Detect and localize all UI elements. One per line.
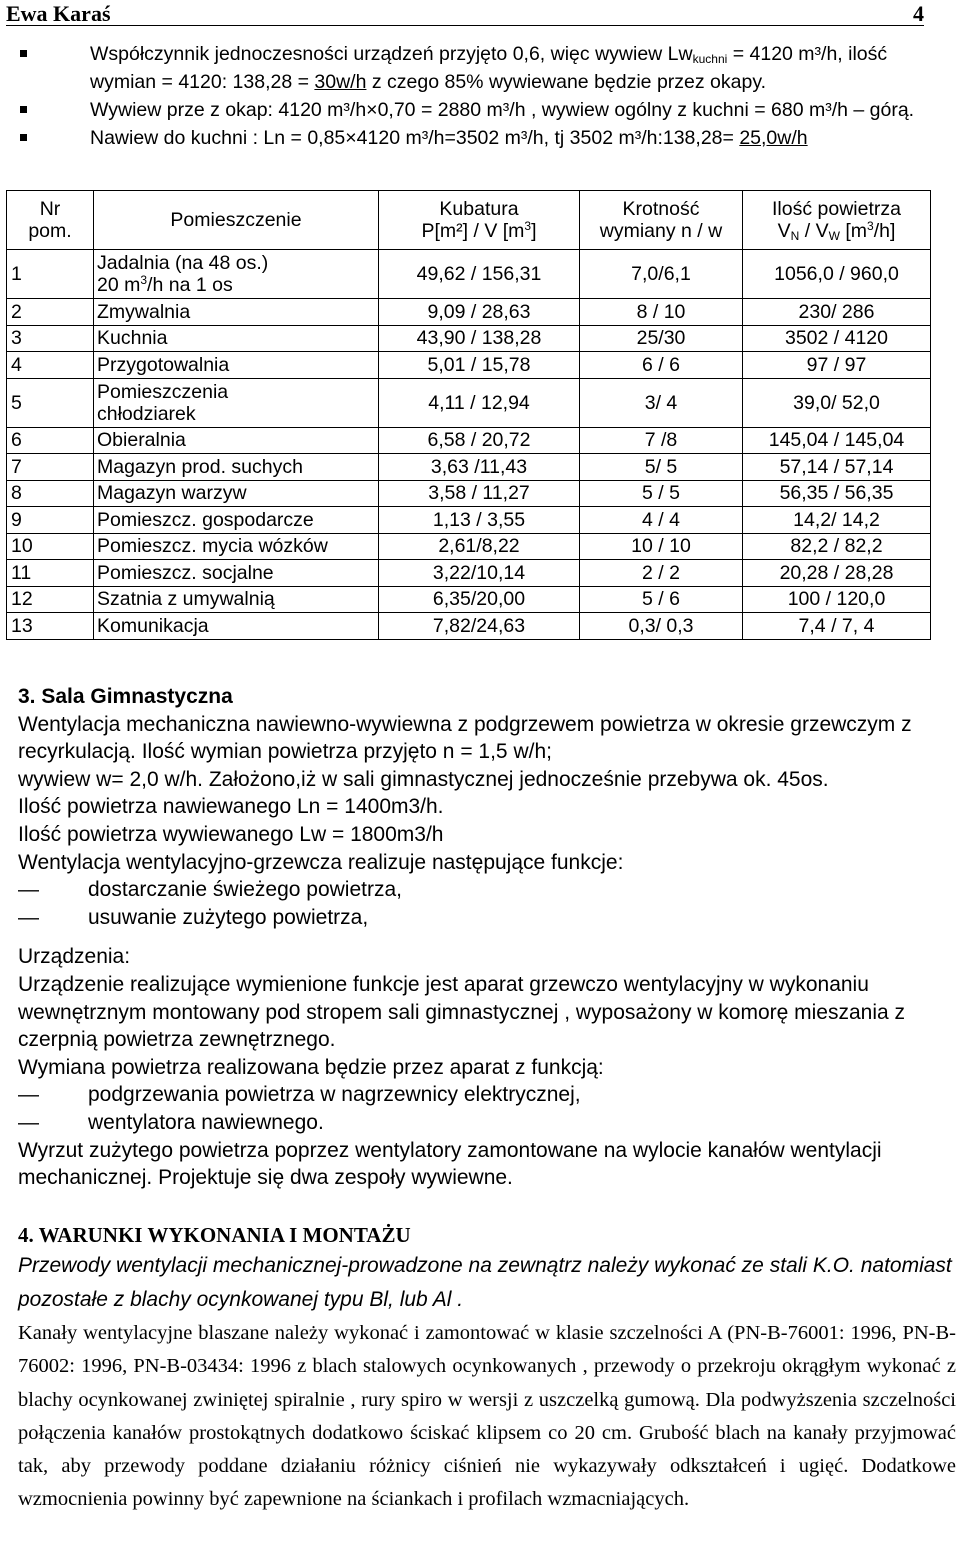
header-krotnosc: Krotność wymiany n / w	[580, 191, 743, 250]
table-row: 7 Magazyn prod. suchych 3,63 /11,43 5/ 5 57,14 / 57,14	[7, 454, 931, 481]
bullet-list	[18, 40, 948, 152]
table-row: 1 Jadalnia (na 48 os.) 20 $m^3/h$ na 1 os 49,62 / 156,31 7,0/6,1 1056,0 / 960,0	[7, 250, 931, 299]
header-ilosc: Ilość powietrza $V_N / V_W$ $[m^3/h]$	[743, 191, 931, 250]
paragraph: Wyrzut zużytego powietrza poprzez wentylatory zamontowane na wylocie kanałów wentylacji mechanicznej. Projektuje się dwa zespoły wywiewne.	[18, 1138, 882, 1190]
table-row: 3 Kuchnia 43,90 / 138,28 25/30 3502 / 4120	[7, 325, 931, 352]
table-row: 12 Szatnia z umywalnią 6,35/20,00 5 / 6 100 / 120,0	[7, 586, 931, 613]
table-row: 13 Komunikacja 7,82/24,63 0,3/ 0,3 7,4 / 7, 4	[7, 613, 931, 640]
rooms-table	[6, 190, 931, 640]
header-kubatura: Kubatura P[m²] / V $[m^3]$	[379, 191, 580, 250]
table-row: 10 Pomieszcz. mycia wózków 2,61/8,22 10 / 10 82,2 / 82,2	[7, 533, 931, 560]
bullet-item: Nawiew do kuchni : Ln = 0,85×4120 m³/h=3502 m³/h, tj 3502 m³/h:138,28= 25,0w/h	[18, 124, 948, 152]
table-row: 11 Pomieszcz. socjalne 3,22/10,14 2 / 2 20,28 / 28,28	[7, 560, 931, 587]
section-4	[18, 1221, 956, 1517]
paragraph: wywiew w= 2,0 w/h. Założono,iż w sali gimnastycznej jednocześnie przebywa ok. 45os.	[18, 767, 829, 791]
square-bullet-icon	[20, 50, 27, 57]
square-bullet-icon	[20, 106, 27, 113]
dash-item: — podgrzewania powietrza w nagrzewnicy elektrycznej,	[18, 1083, 581, 1107]
header-room: Pomieszczenie	[94, 191, 379, 250]
square-bullet-icon	[20, 134, 27, 141]
dash-item: — wentylatora nawiewnego.	[18, 1110, 324, 1134]
page-header	[6, 0, 924, 26]
table-header-row	[7, 191, 931, 250]
table-row: 4 Przygotowalnia 5,01 / 15,78 6 / 6 97 / 97	[7, 352, 931, 379]
dash-item: — usuwanie zużytego powietrza,	[18, 905, 369, 929]
paragraph: Wentylacja mechaniczna nawiewno-wywiewna z podgrzewem powietrza w okresie grzewczym z recyrkulacją. Ilość wymian powietrza przyjęto n = 1,5 w/h;	[18, 712, 912, 764]
header-author: Ewa Karaś	[6, 1, 111, 26]
devices-label: Urządzenia:	[18, 945, 131, 969]
italic-paragraph: Przewody wentylacji mechanicznej-prowadzone na zewnątrz należy wykonać ze stali K.O. natomiast pozostałe z blachy ocynkowanej typu Bl, lub Al .	[18, 1254, 952, 1311]
paragraph: Ilość powietrza wywiewanego Lw = 1800m3/h	[18, 822, 444, 846]
section-3	[18, 683, 953, 1192]
paragraph: Wentylacja wentylacyjno-grzewcza realizuje następujące funkcje:	[18, 850, 624, 874]
table-row: 9 Pomieszcz. gospodarcze 1,13 / 3,55 4 / 4 14,2/ 14,2	[7, 507, 931, 534]
bullet-item: Współczynnik jednoczesności urządzeń przyjęto 0,6, więc wywiew $Lw_{kuchni} = 4120$ m³/h, ilość wymian = 4120: 138,28 = 30w/h z czego 85% wywiewane będzie przez okapy.	[18, 40, 948, 96]
section-4-title: 4. WARUNKI WYKONANIA I MONTAŻU	[18, 1223, 411, 1247]
header-nr: Nr pom.	[7, 191, 94, 250]
table-row: 6 Obieralnia 6,58 / 20,72 7 /8 145,04 / 145,04	[7, 427, 931, 454]
paragraph: Urządzenie realizujące wymienione funkcje jest aparat grzewczo wentylacyjny w wykonaniu wewnętrznym montowany pod stropem sali gimnastycznej , wyposażony w komorę mieszania z czerpnią powietrza zewnętrznego.	[18, 972, 906, 1052]
bullet-item: Wywiew prze z okap: 4120 m³/h×0,70 = 2880 m³/h , wywiew ogólny z kuchni = 680 m³/h – górą.	[18, 96, 948, 124]
table-row: 8 Magazyn warzyw 3,58 / 11,27 5 / 5 56,35 / 56,35	[7, 480, 931, 507]
section-3-title: 3. Sala Gimnastyczna	[18, 685, 233, 708]
page-number: 4	[913, 1, 924, 26]
table-row: 2 Zmywalnia 9,09 / 28,63 8 / 10 230/ 286	[7, 299, 931, 326]
paragraph: Wymiana powietrza realizowana będzie przez aparat z funkcją:	[18, 1055, 604, 1079]
dash-item: — dostarczanie świeżego powietrza,	[18, 878, 402, 902]
paragraph: Kanały wentylacyjne blaszane należy wykonać i zamontować w klasie szczelności A (PN-B-76001: 1996, PN-B-76002: 1996, PN-B-03434: 1996 z blach stalowych ocynkowanych , przewody o przekroju okrągłym wykonać z blachy ocynkowanej zwiniętej spiralnie , rury spiro w wersji z uszczelką gumową. Dla podwyższenia szczelności połączenia kanałów prostokątnych dodatkowo ściskać klipsem co 20 cm. Grubość blach na kanały przyjmować tak, aby przewody poddane działaniu różnicy ciśnień nie wykazywały odkształceń i ugięć. Dodatkowe wzmocnienia powinny być zapewnione na ściankach i profilach wzmacniających.	[18, 1322, 956, 1511]
paragraph: Ilość powietrza nawiewanego Ln = 1400m3/h.	[18, 795, 444, 819]
table-row: 5 Pomieszczenia chłodziarek 4,11 / 12,94 3/ 4 39,0/ 52,0	[7, 378, 931, 427]
